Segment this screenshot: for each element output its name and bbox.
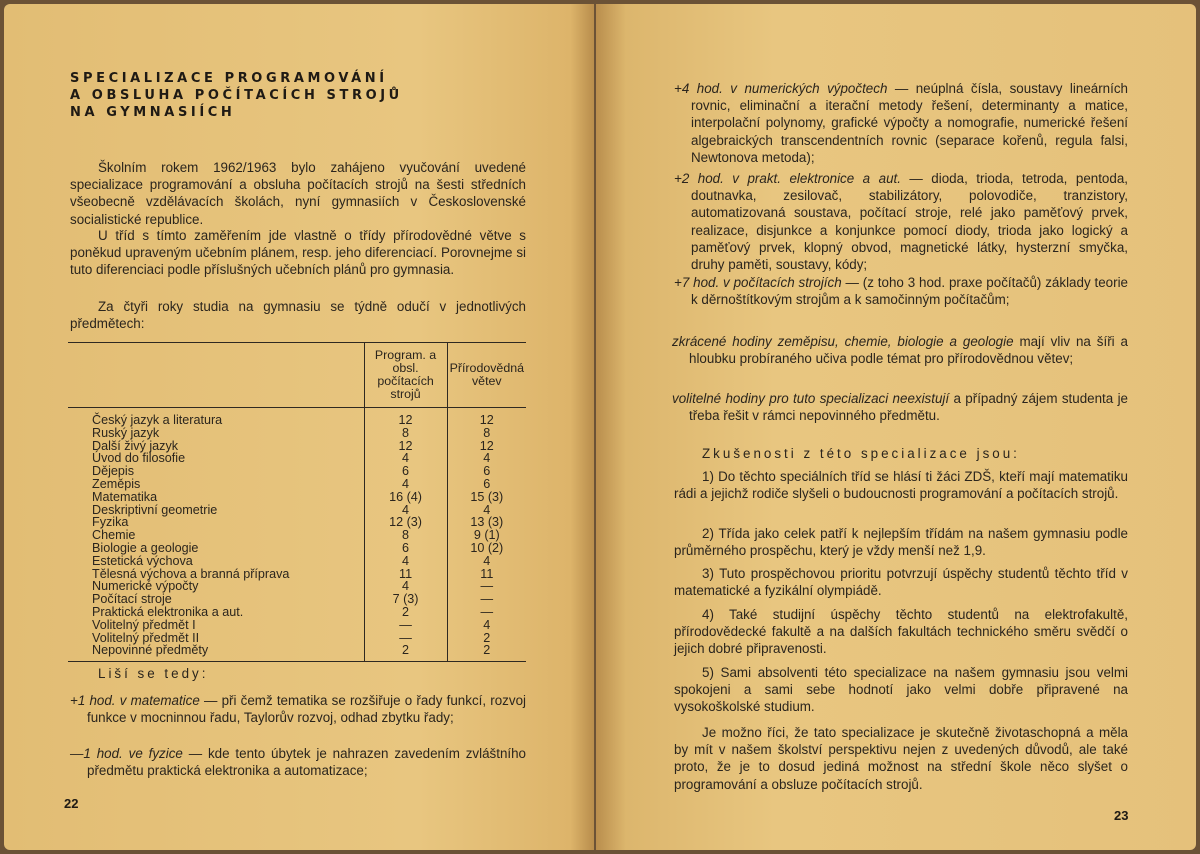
table-row <box>68 516 526 529</box>
science-hours: 4 <box>483 502 491 517</box>
item-computers-lead: +7 hod. v počítacích strojích <box>674 275 842 290</box>
subject-name: Estetická výchova <box>68 555 364 568</box>
item-numeric <box>674 80 1128 166</box>
table-row <box>68 504 526 517</box>
item-shortened <box>655 333 1128 367</box>
item-physics <box>70 745 526 779</box>
subject-name: Nepovinné předměty <box>68 644 364 661</box>
science-hours: 10 (2) <box>470 540 504 555</box>
program-hours: 11 <box>364 568 447 581</box>
subject-name: Chemie <box>68 529 364 542</box>
table-row <box>68 619 526 632</box>
table-header-row <box>68 343 526 408</box>
item-numeric-text: — neúplná čísla, soustavy lineárních rovnic, eliminační a iterační metody řešení, determinanty a matice, interpolační polynomy, grafické výpočty a nomografie, numerické řešení algebraických transcendentních rovnic (separace kořenů, regula falsi, Newtonova metoda); <box>691 81 1128 165</box>
program-hours: 4 <box>364 452 447 465</box>
page-title <box>70 70 403 121</box>
experience-2: 2) Třída jako celek patří k nejlepším třídám na našem gymnasiu podle průměrného prospěchu, který je vždy menší než 1,9. <box>674 526 1128 559</box>
subject-name: Další živý jazyk <box>68 440 364 453</box>
experience-3: 3) Tuto prospěchovou prioritu potvrzují úspěchy studentů těchto tříd v matematické a fyzikální olympiádě. <box>674 566 1128 599</box>
science-hours: — <box>480 592 494 607</box>
table-row <box>68 408 526 427</box>
program-hours: 4 <box>364 555 447 568</box>
item-math-lead: +1 hod. v matematice <box>70 693 200 708</box>
science-hours: 6 <box>483 476 491 491</box>
item-optional-lead: volitelné hodiny pro tuto specializaci neexistují <box>672 391 950 406</box>
item-math-text: — při čemž tematika se rozšiřuje o řady funkcí, rozvoj funkce v mocninnou řadu, Taylorův rozvoj, odhad zbytku řady; <box>87 693 526 726</box>
science-hours: 2 <box>483 643 491 658</box>
science-hours: 4 <box>483 553 491 568</box>
item-math <box>70 692 526 726</box>
table-row <box>68 542 526 555</box>
experience-1: 1) Do těchto speciálních tříd se hlásí ti žáci ZDŠ, kteří mají matematiku rádi a jejichž rodiče slyšeli o budoucnosti programování a počítacích strojů. <box>674 469 1128 502</box>
program-hours: 12 <box>364 440 447 453</box>
title-line-3: NA GYMNASIÍCH <box>70 105 236 120</box>
program-hours: 6 <box>364 542 447 555</box>
table-row <box>68 478 526 491</box>
program-hours: 8 <box>364 529 447 542</box>
science-hours: 6 <box>483 464 491 479</box>
science-column-header: Přírodovědná větev <box>447 343 526 408</box>
subject-name: Numerické výpočty <box>68 580 364 593</box>
subject-name: Počítací stroje <box>68 593 364 606</box>
science-hours: 11 <box>480 566 494 581</box>
table-row <box>68 644 526 661</box>
item-electronics-lead: +2 hod. v prakt. elektronice a aut. <box>674 171 901 186</box>
experience-4: 4) Také studijní úspěchy těchto studentů na elektrofakultě, přírodovědecké fakultě a na dalších fakultách technického směru svědčí o jejich dobré připravenosti. <box>674 607 1128 657</box>
title-line-2: A OBSLUHA POČÍTACÍCH STROJŮ <box>70 88 403 103</box>
experience-heading: Zkušenosti z této specializace jsou: <box>702 446 1020 461</box>
program-hours: 4 <box>364 504 447 517</box>
subject-name: Zeměpis <box>68 478 364 491</box>
item-electronics <box>674 170 1128 273</box>
intro-paragraph: Školním rokem 1962/1963 bylo zahájeno vyučování uvedené specializace programování a obsluha počítacích strojů na šesti středních všeobecně vzdělávacích školách, nyní gymnasiích v Československé socialistické republice. <box>70 160 526 227</box>
subject-name: Ruský jazyk <box>68 427 364 440</box>
program-hours: 2 <box>364 606 447 619</box>
subject-name: Matematika <box>68 491 364 504</box>
science-hours: 12 <box>479 413 494 427</box>
science-hours: — <box>480 604 494 619</box>
title-line-1: SPECIALIZACE PROGRAMOVÁNÍ <box>70 71 388 86</box>
table-intro-paragraph: Za čtyři roky studia na gymnasiu se týdně odučí v jednotlivých předmětech: <box>70 299 526 332</box>
subject-name: Praktická elektronika a aut. <box>68 606 364 619</box>
item-computers <box>674 274 1128 308</box>
differentiation-paragraph: U tříd s tímto zaměřením jde vlastně o třídy přírodovědné větve s poněkud upraveným učebním plánem, resp. jeho diferenciací. Porovnejme si tuto diferenciaci podle příslušných učebních plánů pro gymnasia. <box>70 228 526 278</box>
item-shortened-lead: zkrácené hodiny zeměpisu, chemie, biologie a geologie <box>672 334 1014 349</box>
differs-heading: Liší se tedy: <box>98 666 209 681</box>
table-row <box>68 555 526 568</box>
item-electronics-text: — dioda, trioda, tetroda, pentoda, doutnavka, zesilovač, stabilizátory, polovodiče, tranzistory, automatizovaná soustava, počítací stroje, relé jako paměťový prvek, realizace, disjunkce a konjunkce pomocí diody, trioda jako logický a paměťový prvek, klopný obvod, magnetické látky, hysterzní smyčka, druhy paměti, soustavy, kódy; <box>691 171 1128 273</box>
science-hours: 2 <box>483 630 491 645</box>
subject-name: Tělesná výchova a branná příprava <box>68 568 364 581</box>
program-hours: 4 <box>364 580 447 593</box>
item-physics-text: — kde tento úbytek je nahrazen zavedením zvláštního předmětu praktická elektronika a automatizace; <box>87 746 527 779</box>
science-hours: 8 <box>483 425 491 440</box>
program-hours: 8 <box>364 427 447 440</box>
subject-name: Deskriptivní geometrie <box>68 504 364 517</box>
table-row <box>68 491 526 504</box>
page-number-right: 23 <box>1114 808 1129 823</box>
item-shortened-text: mají vliv na šíři a hloubku probíraného učiva podle témat pro přírodovědnou větev; <box>689 334 1128 367</box>
subject-name: Biologie a geologie <box>68 542 364 555</box>
program-hours: 4 <box>364 478 447 491</box>
item-optional-text: a případný zájem studenta je třeba řešit v rámci nepovinného předmětu. <box>689 391 1128 424</box>
program-hours: 6 <box>364 465 447 478</box>
table-row <box>68 452 526 465</box>
table-body <box>68 408 526 662</box>
subject-name: Český jazyk a literatura <box>68 408 364 427</box>
program-hours: 12 (3) <box>364 516 447 529</box>
subject-column-header <box>68 343 364 408</box>
subject-name: Volitelný předmět II <box>68 632 364 645</box>
page-number-left: 22 <box>64 796 79 811</box>
program-hours: — <box>364 619 447 632</box>
science-hours: 13 (3) <box>470 515 504 530</box>
science-hours: 15 (3) <box>470 489 504 504</box>
program-hours: 7 (3) <box>364 593 447 606</box>
subject-name: Úvod do filosofie <box>68 452 364 465</box>
program-column-header: Program. a obsl. počítacích strojů <box>364 343 447 408</box>
subject-name: Volitelný předmět I <box>68 619 364 632</box>
science-hours: 4 <box>483 451 491 466</box>
table-row <box>68 427 526 440</box>
left-page <box>4 4 594 850</box>
item-numeric-lead: +4 hod. v numerických výpočtech <box>674 81 888 96</box>
program-hours: 16 (4) <box>364 491 447 504</box>
item-physics-lead: —1 hod. ve fyzice <box>70 746 183 761</box>
program-hours: — <box>364 632 447 645</box>
item-computers-text: — (z toho 3 hod. praxe počítačů) základy teorie k děrnoštítkovým strojům a k samočinným počítačům; <box>691 275 1129 308</box>
experience-5: 5) Sami absolventi této specializace na našem gymnasiu jsou velmi spokojeni a sami sebe hodnotí jako velmi dobře připravené na vysokoškolské studium. <box>674 665 1128 715</box>
subject-name: Fyzika <box>68 516 364 529</box>
right-page <box>596 4 1196 850</box>
table-row <box>68 606 526 619</box>
subject-name: Dějepis <box>68 465 364 478</box>
science-hours: 4 <box>483 617 491 632</box>
science-hours: — <box>480 579 494 594</box>
item-optional <box>655 390 1128 424</box>
conclusion-paragraph: Je možno říci, že tato specializace je skutečně životaschopná a měla by mít v našem školství perspektivu nejen z uvedených důvodů, ale také proto, že je to dosud jediná možnost na střední škole něco slyšet o programování a obsluze počítacích strojů. <box>674 725 1128 792</box>
science-hours: 12 <box>479 438 494 453</box>
program-hours: 12 <box>364 408 447 427</box>
subjects-table <box>68 342 526 662</box>
program-hours: 2 <box>364 644 447 661</box>
science-hours: 9 (1) <box>473 528 500 543</box>
